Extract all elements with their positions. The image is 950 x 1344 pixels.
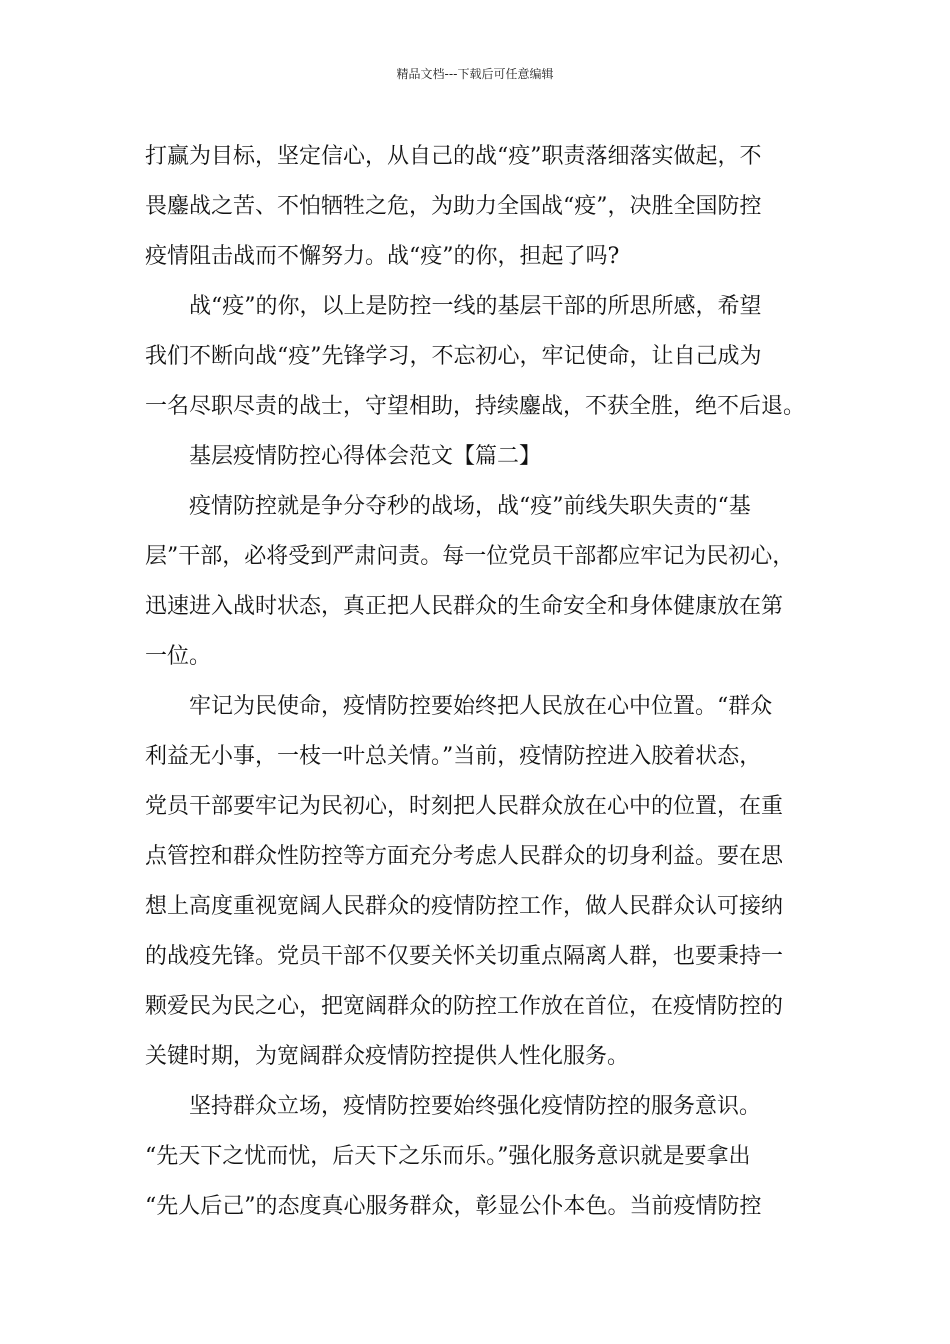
text-line: 一名尽职尽责的战士，守望相助，持续鏖战，不获全胜，绝不后退。 xyxy=(145,394,806,419)
text-line: 利益无小事，一枝一叶总关情。”当前，疫情防控进入胶着状态， xyxy=(145,744,762,769)
text-line: 颗爱民为民之心，把宽阔群众的防控工作放在首位，在疫情防控的 xyxy=(145,994,784,1019)
text-line: 基层疫情防控心得体会范文【篇二】 xyxy=(189,444,542,469)
text-line: 党员干部要牢记为民初心，时刻把人民群众放在心中的位置，在重 xyxy=(145,794,784,819)
text-line: 层”干部，必将受到严肃问责。每一位党员干部都应牢记为民初心， xyxy=(145,544,795,569)
text-line: “先天下之忧而忧，后天下之乐而乐。”强化服务意识就是要拿出 xyxy=(145,1144,751,1169)
text-line: 迅速进入战时状态，真正把人民群众的生命安全和身体健康放在第 xyxy=(145,594,784,619)
text-line: 战“疫”的你，以上是防控一线的基层干部的所思所感，希望 xyxy=(189,294,762,319)
text-line: 畏鏖战之苦、不怕牺牲之危，为助力全国战“疫”，决胜全国防控 xyxy=(145,194,762,219)
text-line: 坚持群众立场，疫情防控要始终强化疫情防控的服务意识。 xyxy=(189,1094,762,1119)
text-line: 疫情防控就是争分夺秒的战场，战“疫”前线失职失责的“基 xyxy=(189,494,751,519)
text-line: 想上高度重视宽阔人民群众的疫情防控工作，做人民群众认可接纳 xyxy=(145,894,784,919)
text-line: 关键时期，为宽阔群众疫情防控提供人性化服务。 xyxy=(145,1044,630,1069)
document-body xyxy=(145,132,810,1232)
text-line: 我们不断向战“疫”先锋学习，不忘初心，牢记使命，让自己成为 xyxy=(145,344,762,369)
page-header: 精品文档---下载后可任意编辑 xyxy=(396,67,554,81)
text-line: 打赢为目标，坚定信心，从自己的战“疫”职责落细落实做起，不 xyxy=(145,144,762,169)
text-line: 一位。 xyxy=(145,644,212,669)
text-line: 点管控和群众性防控等方面充分考虑人民群众的切身利益。要在思 xyxy=(145,844,784,869)
text-line: 疫情阻击战而不懈努力。战“疫”的你，担起了吗? xyxy=(145,244,620,269)
text-line: “先人后己”的态度真心服务群众，彰显公仆本色。当前疫情防控 xyxy=(145,1194,762,1219)
text-line: 的战疫先锋。党员干部不仅要关怀关切重点隔离人群，也要秉持一 xyxy=(145,944,784,969)
text-line: 牢记为民使命，疫情防控要始终把人民放在心中位置。“群众 xyxy=(189,694,773,719)
